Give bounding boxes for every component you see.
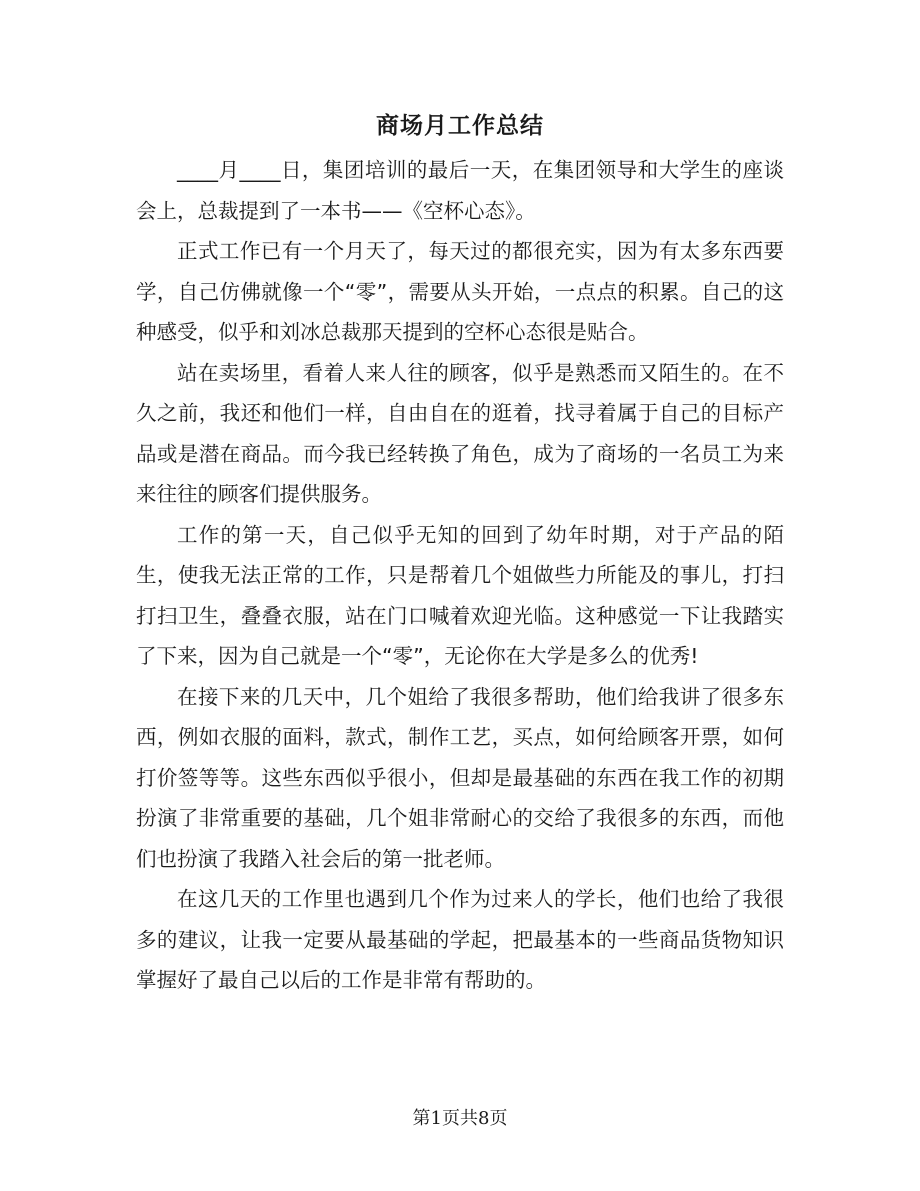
- document-title: 商场月工作总结: [376, 113, 544, 139]
- paragraph: 站在卖场里，看着人来人往的顾客，似乎是熟悉而又陌生的。在不久之前，我还和他们一样，自由自在的逛着，找寻着属于自己的目标产品或是潜在商品。而今我已经转换了角色，成为了商场的一名员工为来来往往的顾客们提供服务。: [136, 360, 784, 506]
- document-body: [136, 150, 784, 1001]
- paragraph: 工作的第一天，自己似乎无知的回到了幼年时期，对于产品的陌生，使我无法正常的工作，只是帮着几个姐做些力所能及的事儿，打扫打扫卫生，叠叠衣服，站在门口喊着欢迎光临。这种感觉一下让我踏实了下来，因为自己就是一个“零”，无论你在大学是多么的优秀!: [136, 522, 784, 668]
- paragraph: ____月____日，集团培训的最后一天，在集团领导和大学生的座谈会上，总裁提到了一本书——《空杯心态》。: [136, 158, 784, 223]
- paragraph: 在接下来的几天中，几个姐给了我很多帮助，他们给我讲了很多东西，例如衣服的面料，款式，制作工艺，买点，如何给顾客开票，如何打价签等等。这些东西似乎很小，但却是最基础的东西在我工作的初期扮演了非常重要的基础，几个姐非常耐心的交给了我很多的东西，而他们也扮演了我踏入社会后的第一批老师。: [136, 684, 784, 871]
- paragraph: 正式工作已有一个月天了，每天过的都很充实，因为有太多东西要学，自己仿佛就像一个“零”，需要从头开始，一点点的积累。自己的这种感受，似乎和刘冰总裁那天提到的空杯心态很是贴合。: [136, 239, 784, 344]
- paragraph: 在这几天的工作里也遇到几个作为过来人的学长，他们也给了我很多的建议，让我一定要从最基础的学起，把最基本的一些商品货物知识掌握好了最自己以后的工作是非常有帮助的。: [136, 887, 784, 992]
- page-number: 第1页共8页: [412, 1108, 508, 1129]
